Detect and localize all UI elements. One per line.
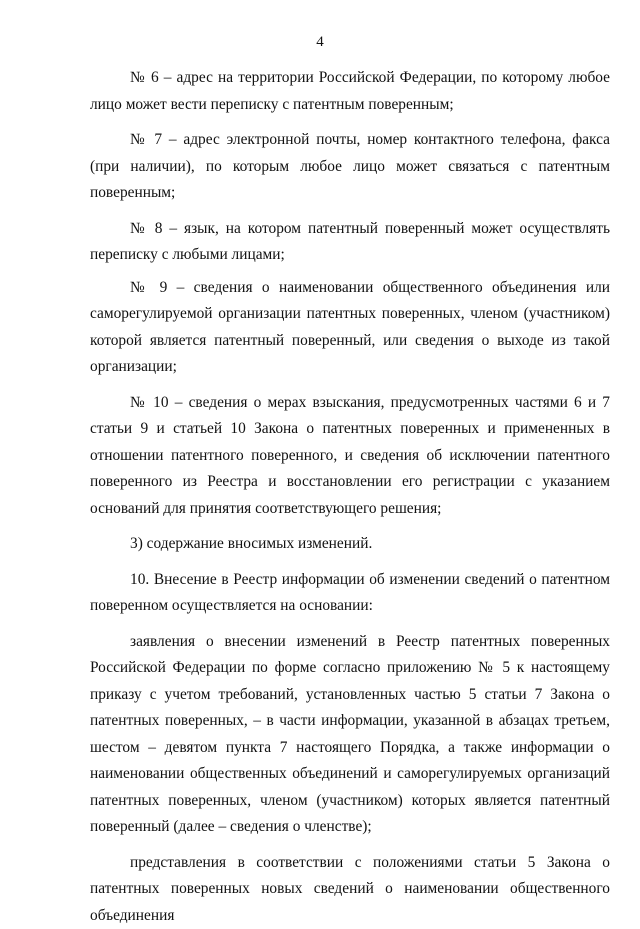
document-body	[90, 65, 610, 929]
paragraph-item-10: № 10 – сведения о мерах взыскания, предусмотренных частями 6 и 7 статьи 9 и статьей 10 Закона о патентных поверенных и примененных в отношении патентного поверенного, и сведения об исключении патентного поверенного из Реестра и восстановлении его регистрации с указанием оснований для принятия соответствующего решения;	[90, 390, 610, 523]
paragraph-section-10: 10. Внесение в Реестр информации об изменении сведений о патентном поверенном осуществляется на основании:	[90, 567, 610, 620]
paragraph-item-6: № 6 – адрес на территории Российской Федерации, по которому любое лицо может вести переписку с патентным поверенным;	[90, 65, 610, 118]
paragraph-submission: представления в соответствии с положениями статьи 5 Закона о патентных поверенных новых сведений о наименовании общественного объединения	[90, 850, 610, 929]
paragraph-item-9: № 9 – сведения о наименовании общественного объединения или саморегулируемой организации патентных поверенных, членом (участником) которой является патентный поверенный, или сведения о выходе из такой организации;	[90, 275, 610, 381]
paragraph-item-8: № 8 – язык, на котором патентный поверенный может осуществлять переписку с любыми лицами;	[90, 216, 610, 269]
paragraph-changes-content: 3) содержание вносимых изменений.	[90, 531, 610, 558]
page-number: 4	[0, 34, 640, 51]
paragraph-application: заявления о внесении изменений в Реестр патентных поверенных Российской Федерации по форме согласно приложению № 5 к настоящему приказу с учетом требований, установленных частью 5 статьи 7 Закона о патентных поверенных, – в части информации, указанной в абзацах третьем, шестом – девятом пункта 7 настоящего Порядка, а также информации о наименовании общественных объединений и саморегулируемых организаций патентных поверенных, членом (участником) которых является патентный поверенный (далее – сведения о членстве);	[90, 629, 610, 841]
paragraph-item-7: № 7 – адрес электронной почты, номер контактного телефона, факса (при наличии), по которым любое лицо может связаться с патентным поверенным;	[90, 127, 610, 207]
